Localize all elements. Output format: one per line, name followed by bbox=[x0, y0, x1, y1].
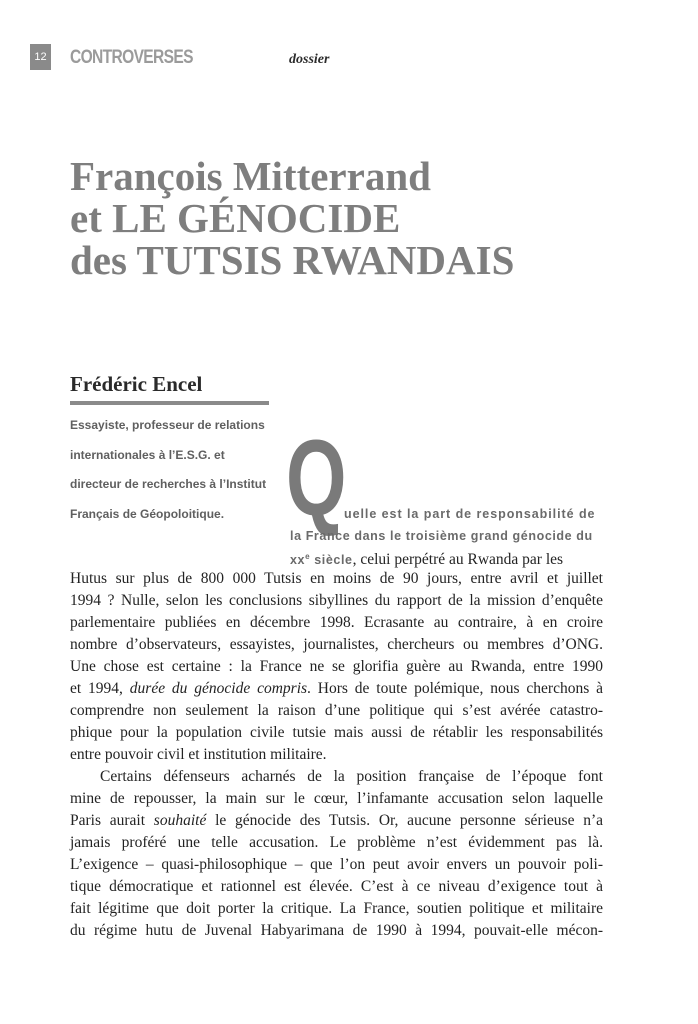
body-line: L’exigence – quasi-philosophique – que l’on peut avoir envers un pouvoir poli- bbox=[70, 856, 603, 873]
body-line: parlementaire publiées en décembre 1998. Ecrasante au contraire, à en croire bbox=[70, 614, 603, 631]
body-line: jamais proféré une telle accusation. Le problème n’est évidemment pas là. bbox=[70, 834, 603, 851]
article-title bbox=[70, 155, 514, 281]
body-line: du régime hutu de Juvenal Habyarimana de 1990 à 1994, pouvait-elle mécon- bbox=[70, 922, 603, 939]
lead-line: la France dans le troisième grand génocide du bbox=[290, 529, 593, 543]
author-divider bbox=[70, 401, 269, 405]
title-line: des TUTSIS RWANDAIS bbox=[70, 237, 515, 283]
bio-line: Français de Géopoloitique. bbox=[70, 506, 225, 521]
body-line: phique pour la population civile tutsie mais aussi de rétablir les responsabilités bbox=[70, 724, 603, 741]
page-number: 12 bbox=[30, 44, 51, 70]
title-line: François Mitterrand bbox=[70, 153, 431, 199]
author-name: Frédéric Encel bbox=[70, 372, 203, 396]
bio-line: Essayiste, professeur de relations bbox=[70, 418, 265, 432]
body-line: Une chose est certaine : la France ne se glorifia guère au Rwanda, entre 1990 bbox=[70, 658, 603, 675]
body-line: entre pouvoir civil et institution militaire. bbox=[70, 746, 327, 763]
lead-line-rest: , celui perpétré au Rwanda par les bbox=[352, 551, 564, 569]
body-line: tique démocratique et rationnel est élevée. C’est à ce niveau d’exigence tout à bbox=[70, 878, 603, 895]
body-line: nombre d’observateurs, essayistes, journalistes, chercheurs ou membres d’ONG. bbox=[70, 636, 603, 653]
body-line-italic-phrase: et 1994, durée du génocide compris. Hors de toute polémique, nous cherchons à bbox=[70, 680, 603, 697]
bio-line: internationales à l’E.S.G. et bbox=[70, 447, 225, 462]
bio-line: directeur de recherches à l’Institut bbox=[70, 477, 267, 491]
emphasis: durée du génocide compris bbox=[129, 680, 308, 697]
emphasis: souhaité bbox=[153, 812, 207, 829]
lead-line: uelle est la part de responsabilité de bbox=[344, 507, 596, 521]
body-line: mine de repousser, la main sur le cœur, l’infamante accusation selon laquelle bbox=[70, 790, 603, 807]
section-label: dossier bbox=[289, 52, 330, 67]
century-smallcaps: $xx^e$ siècle bbox=[290, 552, 353, 568]
body-line: comprendre non seulement la raison d’une politique qui s’est avérée catastro- bbox=[70, 702, 603, 719]
title-line: et LE GÉNOCIDE bbox=[70, 195, 401, 241]
body-line: Certains défenseurs acharnés de la position française de l’époque font bbox=[100, 768, 603, 785]
drop-cap: Q bbox=[286, 417, 347, 538]
author-bio bbox=[70, 411, 275, 529]
body-line: Hutus sur plus de 800 000 Tutsis en moins de 90 jours, entre avril et juillet bbox=[70, 570, 603, 587]
magazine-logo: CONTROVERSES bbox=[70, 47, 193, 68]
body-line: fait légitime que doit porter la critique. La France, soutien politique et militaire bbox=[70, 900, 603, 917]
body-line-italic-phrase: Paris aurait souhaité le génocide des Tutsis. Or, aucune personne sérieuse n’a bbox=[70, 812, 603, 829]
body-line: 1994 ? Nulle, selon les conclusions sibyllines du rapport de la mission d’enquête bbox=[70, 592, 603, 609]
